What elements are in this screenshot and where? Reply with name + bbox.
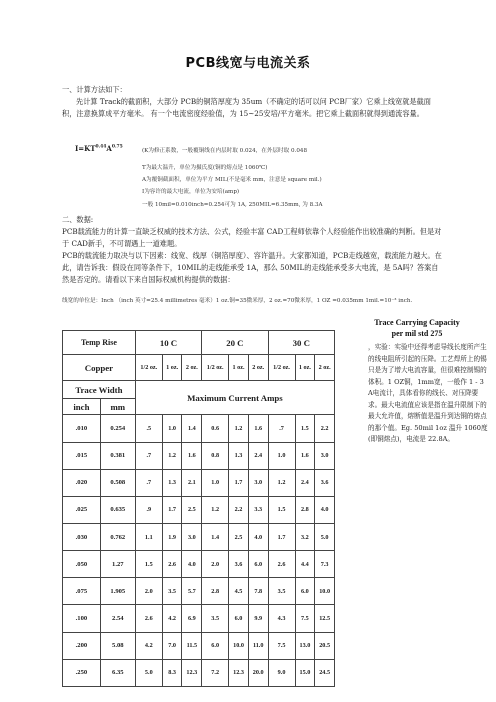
copper-col: 1 oz.: [162, 355, 182, 381]
formula-note-a: A为覆铜截面积，单位为平方 MIL(不是毫米 mm，注意是 square mil.): [142, 177, 322, 183]
current-cell: 5.0: [135, 659, 162, 686]
temp-header: 30 C: [268, 331, 334, 355]
current-cell: 1.3: [162, 469, 182, 496]
copper-label: Copper: [63, 355, 136, 381]
current-cell: 3.0: [315, 442, 335, 469]
current-cell: 4.3: [268, 605, 295, 632]
table-row: [63, 632, 335, 659]
current-cell: 3.0: [182, 524, 202, 551]
inch-cell: .010: [63, 415, 101, 442]
current-cell: 12.3: [229, 659, 249, 686]
copper-col: 2 oz.: [182, 355, 202, 381]
current-cell: 8.3: [162, 659, 182, 686]
current-cell: 1.7: [229, 469, 249, 496]
current-cell: 1.2: [229, 415, 249, 442]
current-cell: 2.1: [182, 469, 202, 496]
formula: $I=KT^{0.44}A^{0.75}$: [75, 144, 123, 153]
table-row: [63, 415, 335, 442]
current-cell: 6.0: [295, 578, 315, 605]
mm-cell: 0.508: [100, 469, 135, 496]
mm-cell: 1.905: [100, 578, 135, 605]
current-cell: 3.3: [248, 496, 268, 523]
current-cell: 1.3: [229, 442, 249, 469]
table-row: [63, 659, 335, 686]
current-cell: 1.2: [162, 442, 182, 469]
current-cell: .9: [135, 496, 162, 523]
current-cell: 7.0: [162, 632, 182, 659]
copper-col: 1 oz.: [229, 355, 249, 381]
current-cell: 4.2: [135, 632, 162, 659]
current-cell: 4.0: [182, 551, 202, 578]
formula-note-t: T为最大温升，单位为摄氏度(铜的熔点是 1060℃): [142, 165, 268, 171]
current-cell: 2.2: [315, 415, 335, 442]
mm-cell: 0.381: [100, 442, 135, 469]
copper-col: 2 oz.: [315, 355, 335, 381]
current-cell: 1.6: [295, 442, 315, 469]
current-cell: .7: [135, 469, 162, 496]
current-cell: 1.5: [268, 496, 295, 523]
current-cell: 20.5: [315, 632, 335, 659]
current-cell: 2.0: [135, 578, 162, 605]
current-cell: 6.9: [182, 605, 202, 632]
current-cell: 3.2: [295, 524, 315, 551]
current-cell: 2.2: [229, 496, 249, 523]
current-cell: 2.6: [162, 551, 182, 578]
copper-col: 1/2 oz.: [135, 355, 162, 381]
current-cell: 2.8: [202, 578, 229, 605]
temp-header: 10 C: [135, 331, 201, 355]
current-cell: 4.5: [229, 578, 249, 605]
current-cell: 9.0: [268, 659, 295, 686]
mm-label: mm: [100, 399, 135, 415]
table-row: [63, 578, 335, 605]
current-cell: 5.7: [182, 578, 202, 605]
inch-cell: .050: [63, 551, 101, 578]
current-cell: 6.0: [229, 605, 249, 632]
current-cell: 6.0: [202, 632, 229, 659]
table-row: [63, 442, 335, 469]
side-notes: ，实验：实验中还得考虑导线长度所产生的线电阻所引起的压降。工艺焊所上的锡只是为了增大电流容量，但很难控制锡的体积。1 OZ铜，1mm宽，一般作 1 - 3 A电流计，具体看你的线长、对压降要求。最大电流值应该是指在温升限制下的最大允许值，熔断值是温升到达铜的熔点的那个值。Eg. 50mil 1oz 温升 1060度(即铜熔点)，电流是 22.8A。: [368, 343, 488, 443]
current-cell: 1.9: [162, 524, 182, 551]
current-cell: 15.0: [295, 659, 315, 686]
table-row: [63, 524, 335, 551]
current-cell: 1.1: [135, 524, 162, 551]
table-row: [63, 551, 335, 578]
current-cell: 4.0: [315, 496, 335, 523]
section2-heading: 二、数据:: [62, 215, 94, 224]
current-cell: .7: [268, 415, 295, 442]
inch-cell: .020: [63, 469, 101, 496]
current-cell: 11.5: [182, 632, 202, 659]
inch-cell: .025: [63, 496, 101, 523]
current-cell: 1.5: [135, 551, 162, 578]
current-cell: 1.2: [268, 469, 295, 496]
current-cell: 2.8: [295, 496, 315, 523]
current-cell: .5: [135, 415, 162, 442]
current-cell: 13.0: [295, 632, 315, 659]
inch-cell: .015: [63, 442, 101, 469]
current-cell: 4.4: [295, 551, 315, 578]
current-cell: 1.5: [295, 415, 315, 442]
inch-cell: .250: [63, 659, 101, 686]
current-cell: 6.0: [248, 551, 268, 578]
current-cell: 1.6: [248, 415, 268, 442]
current-cell: 7.5: [295, 605, 315, 632]
current-cell: 0.8: [202, 442, 229, 469]
mm-cell: 2.54: [100, 605, 135, 632]
current-cell: 7.8: [248, 578, 268, 605]
current-cell: .7: [135, 442, 162, 469]
units-note: 线宽的单位是：Inch （inch 英寸=25.4 millimetres 毫米）1 oz.铜=35微米厚，2 oz.=70微米厚，1 OZ =0.035mm 1mil.=10⁻³ inch.: [62, 298, 413, 304]
inch-label: inch: [63, 399, 101, 415]
current-cell: 11.0: [248, 632, 268, 659]
table-row: [63, 469, 335, 496]
current-cell: 9.9: [248, 605, 268, 632]
current-cell: 2.4: [295, 469, 315, 496]
current-cell: 2.6: [135, 605, 162, 632]
data-paragraph-1: PCB载流能力的计算一直缺乏权威的技术方法、公式，经验丰富 CAD工程师依靠个人经验能作出较准确的判断。但是对于 CAD新手，不可谓遇上一道难题。: [62, 227, 442, 248]
current-cell: 2.5: [229, 524, 249, 551]
current-cell: 2.6: [268, 551, 295, 578]
current-cell: 7.5: [268, 632, 295, 659]
current-cell: 1.7: [268, 524, 295, 551]
current-cell: 4.2: [162, 605, 182, 632]
current-cell: 2.5: [182, 496, 202, 523]
current-cell: 7.2: [202, 659, 229, 686]
current-cell: 1.0: [162, 415, 182, 442]
current-cell: 24.5: [315, 659, 335, 686]
max-current-label: Maximum Current Amps: [135, 381, 334, 415]
mm-cell: 0.762: [100, 524, 135, 551]
current-cell: 0.6: [202, 415, 229, 442]
mm-cell: 5.08: [100, 632, 135, 659]
page-title: PCB线宽与电流关系: [185, 56, 311, 71]
table-row: [63, 605, 335, 632]
current-cell: 2.0: [202, 551, 229, 578]
current-cell: 3.0: [248, 469, 268, 496]
mm-cell: 0.254: [100, 415, 135, 442]
current-cell: 1.6: [182, 442, 202, 469]
data-paragraph-2: PCB的载流能力取决与以下因素：线宽、线厚（铜箔厚度）、容许温升。大家都知道，PCB走线越宽，载流能力越大。在此，请告诉我：假设在同等条件下，10MIL的走线能承受 1A，那么 50MIL的走线能承受多大电流，是 5A吗？答案自然是否定的。请看以下来自国际权威机构提供的数据：: [62, 251, 442, 284]
current-cell: 20.0: [248, 659, 268, 686]
temp-rise-label: Temp Rise: [63, 331, 136, 355]
inch-cell: .200: [63, 632, 101, 659]
current-cell: 10.0: [315, 578, 335, 605]
intro-paragraph: 先计算 Track的截面积，大部分 PCB的铜箔厚度为 35um（不确定的话可以问 PCB厂家）它乘上线宽就是截面积，注意换算成平方毫米。 有一个电流密度经验值，为 15~25安培/平方毫米。把它乘上截面积就得到通流容量。: [62, 97, 431, 118]
current-cell: 3.6: [315, 469, 335, 496]
copper-col: 1 oz.: [295, 355, 315, 381]
current-cell: 1.4: [182, 415, 202, 442]
mm-cell: 0.635: [100, 496, 135, 523]
current-cell: 4.0: [248, 524, 268, 551]
current-cell: 10.0: [229, 632, 249, 659]
formula-note-i: I为容许的最大电流，单位为安培(amp): [142, 189, 240, 195]
current-cell: 7.3: [315, 551, 335, 578]
current-cell: 1.4: [202, 524, 229, 551]
current-cell: 3.5: [268, 578, 295, 605]
copper-col: 1/2 oz.: [202, 355, 229, 381]
table-caption: Trace Carrying Capacity per mil std 275: [374, 318, 460, 338]
temp-header: 20 C: [202, 331, 268, 355]
section1-heading: 一、计算方法如下：: [62, 85, 127, 94]
inch-cell: .030: [63, 524, 101, 551]
current-cell: 1.0: [202, 469, 229, 496]
current-cell: 5.0: [315, 524, 335, 551]
formula-note-mil: 一般 10mil=0.010inch=0.254可为 1A, 250MIL=6.35mm, 为 8.3A: [142, 202, 323, 208]
current-cell: 3.5: [162, 578, 182, 605]
current-capacity-table: [62, 330, 335, 687]
current-cell: 1.0: [268, 442, 295, 469]
current-cell: 2.4: [248, 442, 268, 469]
trace-width-label: Trace Width: [63, 381, 136, 399]
mm-cell: 6.35: [100, 659, 135, 686]
copper-col: 2 oz.: [248, 355, 268, 381]
current-cell: 1.2: [202, 496, 229, 523]
current-cell: 1.7: [162, 496, 182, 523]
mm-cell: 1.27: [100, 551, 135, 578]
table-row: [63, 496, 335, 523]
current-cell: 12.3: [182, 659, 202, 686]
current-cell: 3.5: [202, 605, 229, 632]
current-cell: 3.6: [229, 551, 249, 578]
formula-note-k: (K为修正系数，一般覆铜线在内层时取 0.024，在外层时取 0.048: [142, 148, 308, 154]
current-cell: 12.5: [315, 605, 335, 632]
inch-cell: .075: [63, 578, 101, 605]
inch-cell: .100: [63, 605, 101, 632]
copper-col: 1/2 oz.: [268, 355, 295, 381]
